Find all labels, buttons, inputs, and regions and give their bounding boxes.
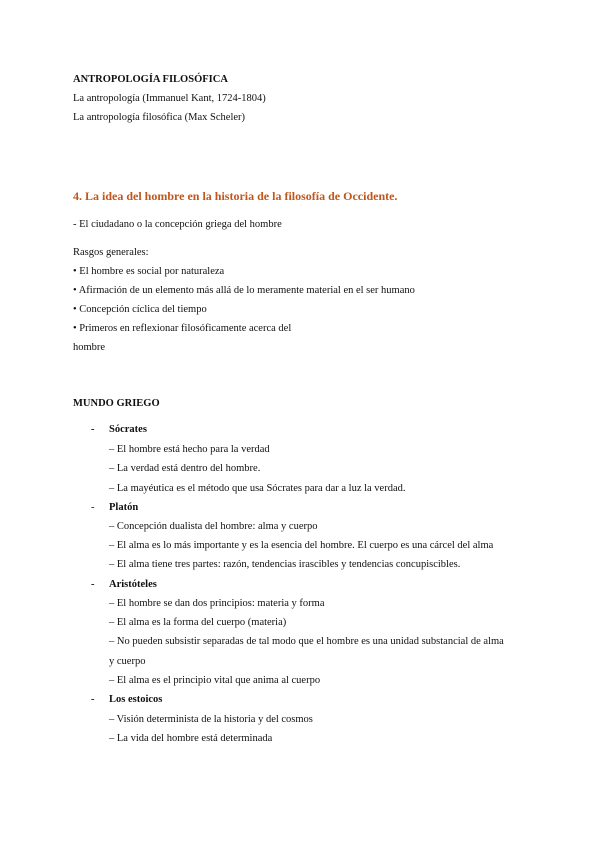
- rasgos-item: • Afirmación de un elemento más allá de lo meramente material en el ser humano: [73, 285, 415, 296]
- socrates-point: – El hombre está hecho para la verdad: [109, 444, 270, 455]
- mundo-griego-heading: MUNDO GRIEGO: [73, 398, 160, 409]
- aristoteles-point: – No pueden subsistir separadas de tal modo que el hombre es una unidad substancial de alma: [109, 636, 504, 647]
- aristoteles-point-continuation: y cuerpo: [109, 656, 146, 667]
- estoicos-point: – Visión determinista de la historia y del cosmos: [109, 714, 313, 725]
- philosopher-platon: Platón: [109, 502, 139, 513]
- bullet-dash: -: [91, 424, 95, 435]
- platon-point: – Concepción dualista del hombre: alma y cuerpo: [109, 521, 318, 532]
- philosopher-socrates: Sócrates: [109, 424, 147, 435]
- rasgos-item: • El hombre es social por naturaleza: [73, 266, 225, 277]
- section-4-heading: 4. La idea del hombre en la historia de la filosofía de Occidente.: [73, 189, 398, 203]
- bullet-dash: -: [91, 694, 95, 705]
- bullet-dash: -: [91, 579, 95, 590]
- rasgos-title: Rasgos generales:: [73, 247, 149, 258]
- aristoteles-point: – El alma es la forma del cuerpo (materia): [109, 617, 287, 628]
- aristoteles-point: – El hombre se dan dos principios: materia y forma: [109, 598, 325, 609]
- philosopher-aristoteles: Aristóteles: [109, 579, 157, 590]
- title-line-kant: La antropología (Immanuel Kant, 1724-1804): [73, 93, 266, 104]
- philosopher-estoicos: Los estoicos: [109, 694, 163, 705]
- aristoteles-point: – El alma es el principio vital que anima al cuerpo: [109, 675, 321, 686]
- bullet-dash: -: [91, 502, 95, 513]
- rasgos-item: • Concepción cíclica del tiempo: [73, 304, 207, 315]
- title-line-scheler: La antropología filosófica (Max Scheler): [73, 112, 246, 123]
- rasgos-item-continuation: hombre: [73, 342, 106, 353]
- estoicos-point: – La vida del hombre está determinada: [109, 733, 273, 744]
- section-4-subtitle: - El ciudadano o la concepción griega del hombre: [73, 219, 282, 230]
- socrates-point: – La mayéutica es el método que usa Sócrates para dar a luz la verdad.: [109, 483, 406, 494]
- document-title: ANTROPOLOGÍA FILOSÓFICA: [73, 74, 228, 85]
- platon-point: – El alma es lo más importante y es la esencia del hombre. El cuerpo es una cárcel del alma: [109, 540, 494, 551]
- platon-point: – El alma tiene tres partes: razón, tendencias irascibles y tendencias concupiscibles.: [109, 559, 461, 570]
- rasgos-item: • Primeros en reflexionar filosóficamente acerca del: [73, 323, 292, 334]
- socrates-point: – La verdad está dentro del hombre.: [109, 463, 261, 474]
